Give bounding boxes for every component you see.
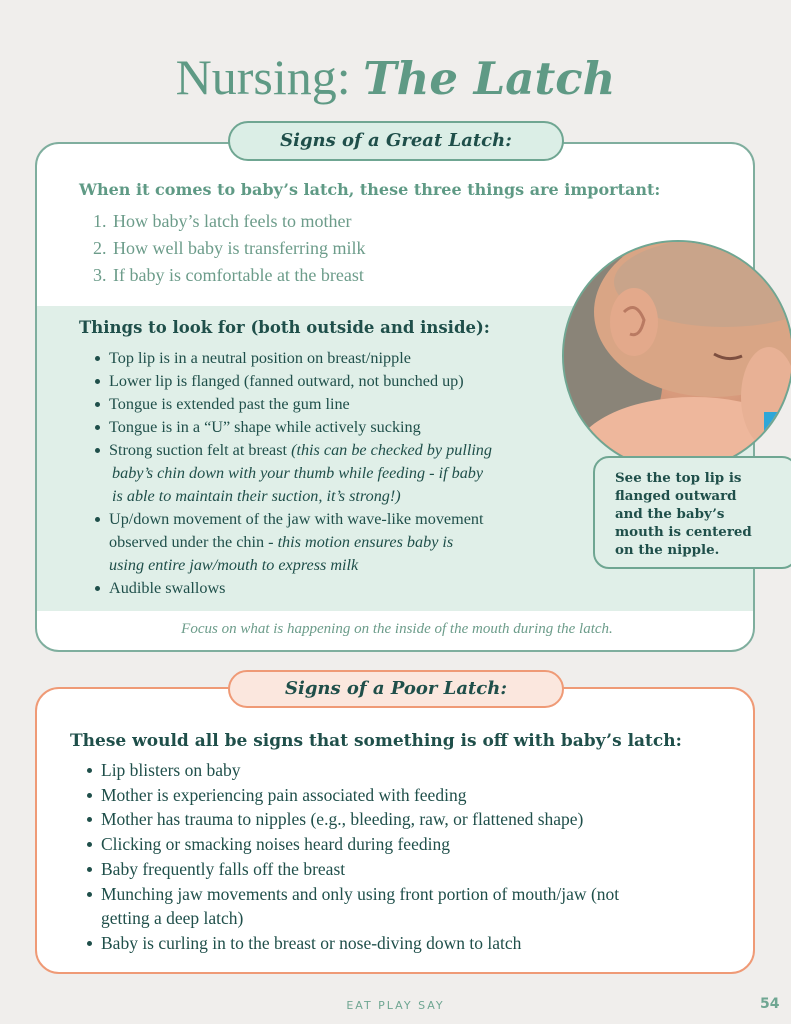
important-things-list	[93, 208, 365, 289]
numbered-item: 2. How well baby is transferring milk	[93, 238, 366, 258]
list-item: Clicking or smacking noises heard during feeding	[101, 832, 619, 857]
list-item: Mother is experiencing pain associated with feeding	[101, 783, 619, 808]
title-part2: The Latch	[363, 52, 616, 105]
list-item: Munching jaw movements and only using front portion of mouth/jaw (not getting a deep latch)	[101, 882, 619, 931]
poor-latch-pill: Signs of a Poor Latch:	[228, 670, 564, 708]
poor-latch-list	[101, 758, 619, 956]
focus-note: Focus on what is happening on the inside of the mouth during the latch.	[181, 621, 613, 637]
list-item: Lip blisters on baby	[101, 758, 619, 783]
list-item: Strong suction felt at breast (this can be checked by pulling baby’s chin down with your thumb while feeding - if baby is able to maintain their suction, it’s strong!)	[109, 439, 492, 508]
list-item: Audible swallows	[109, 577, 492, 600]
great-latch-pill: Signs of a Great Latch:	[228, 121, 564, 161]
page-title	[0, 48, 791, 106]
footer-brand: EAT PLAY SAY	[346, 999, 445, 1012]
nursing-baby-illustration	[564, 242, 791, 472]
look-for-heading: Things to look for (both outside and inside):	[79, 318, 490, 337]
numbered-item: 3. If baby is comfortable at the breast	[93, 265, 364, 285]
poor-latch-heading: These would all be signs that something is off with baby’s latch:	[70, 731, 682, 751]
list-item: Mother has trauma to nipples (e.g., bleeding, raw, or flattened shape)	[101, 807, 619, 832]
title-part1: Nursing:	[175, 49, 351, 105]
page-number: 54	[760, 996, 780, 1012]
poor-latch-box	[35, 687, 755, 974]
numbered-item: 1. How baby’s latch feels to mother	[93, 211, 352, 231]
list-item: Lower lip is flanged (fanned outward, not bunched up)	[109, 370, 492, 393]
nursing-baby-photo	[562, 240, 791, 472]
list-item: Top lip is in a neutral position on breast/nipple	[109, 347, 492, 370]
list-item: Baby is curling in to the breast or nose-diving down to latch	[101, 931, 619, 956]
look-for-list	[109, 347, 492, 600]
intro-heading: When it comes to baby’s latch, these three things are important:	[79, 180, 661, 199]
list-item: Baby frequently falls off the breast	[101, 857, 619, 882]
photo-caption: See the top lip is flanged outward and the baby’s mouth is centered on the nipple.	[593, 456, 791, 569]
list-item: Tongue is extended past the gum line	[109, 393, 492, 416]
list-item: Tongue is in a “U” shape while actively sucking	[109, 416, 492, 439]
list-item: Up/down movement of the jaw with wave-like movement observed under the chin - this motion ensures baby is using entire jaw/mouth to express milk	[109, 508, 492, 577]
